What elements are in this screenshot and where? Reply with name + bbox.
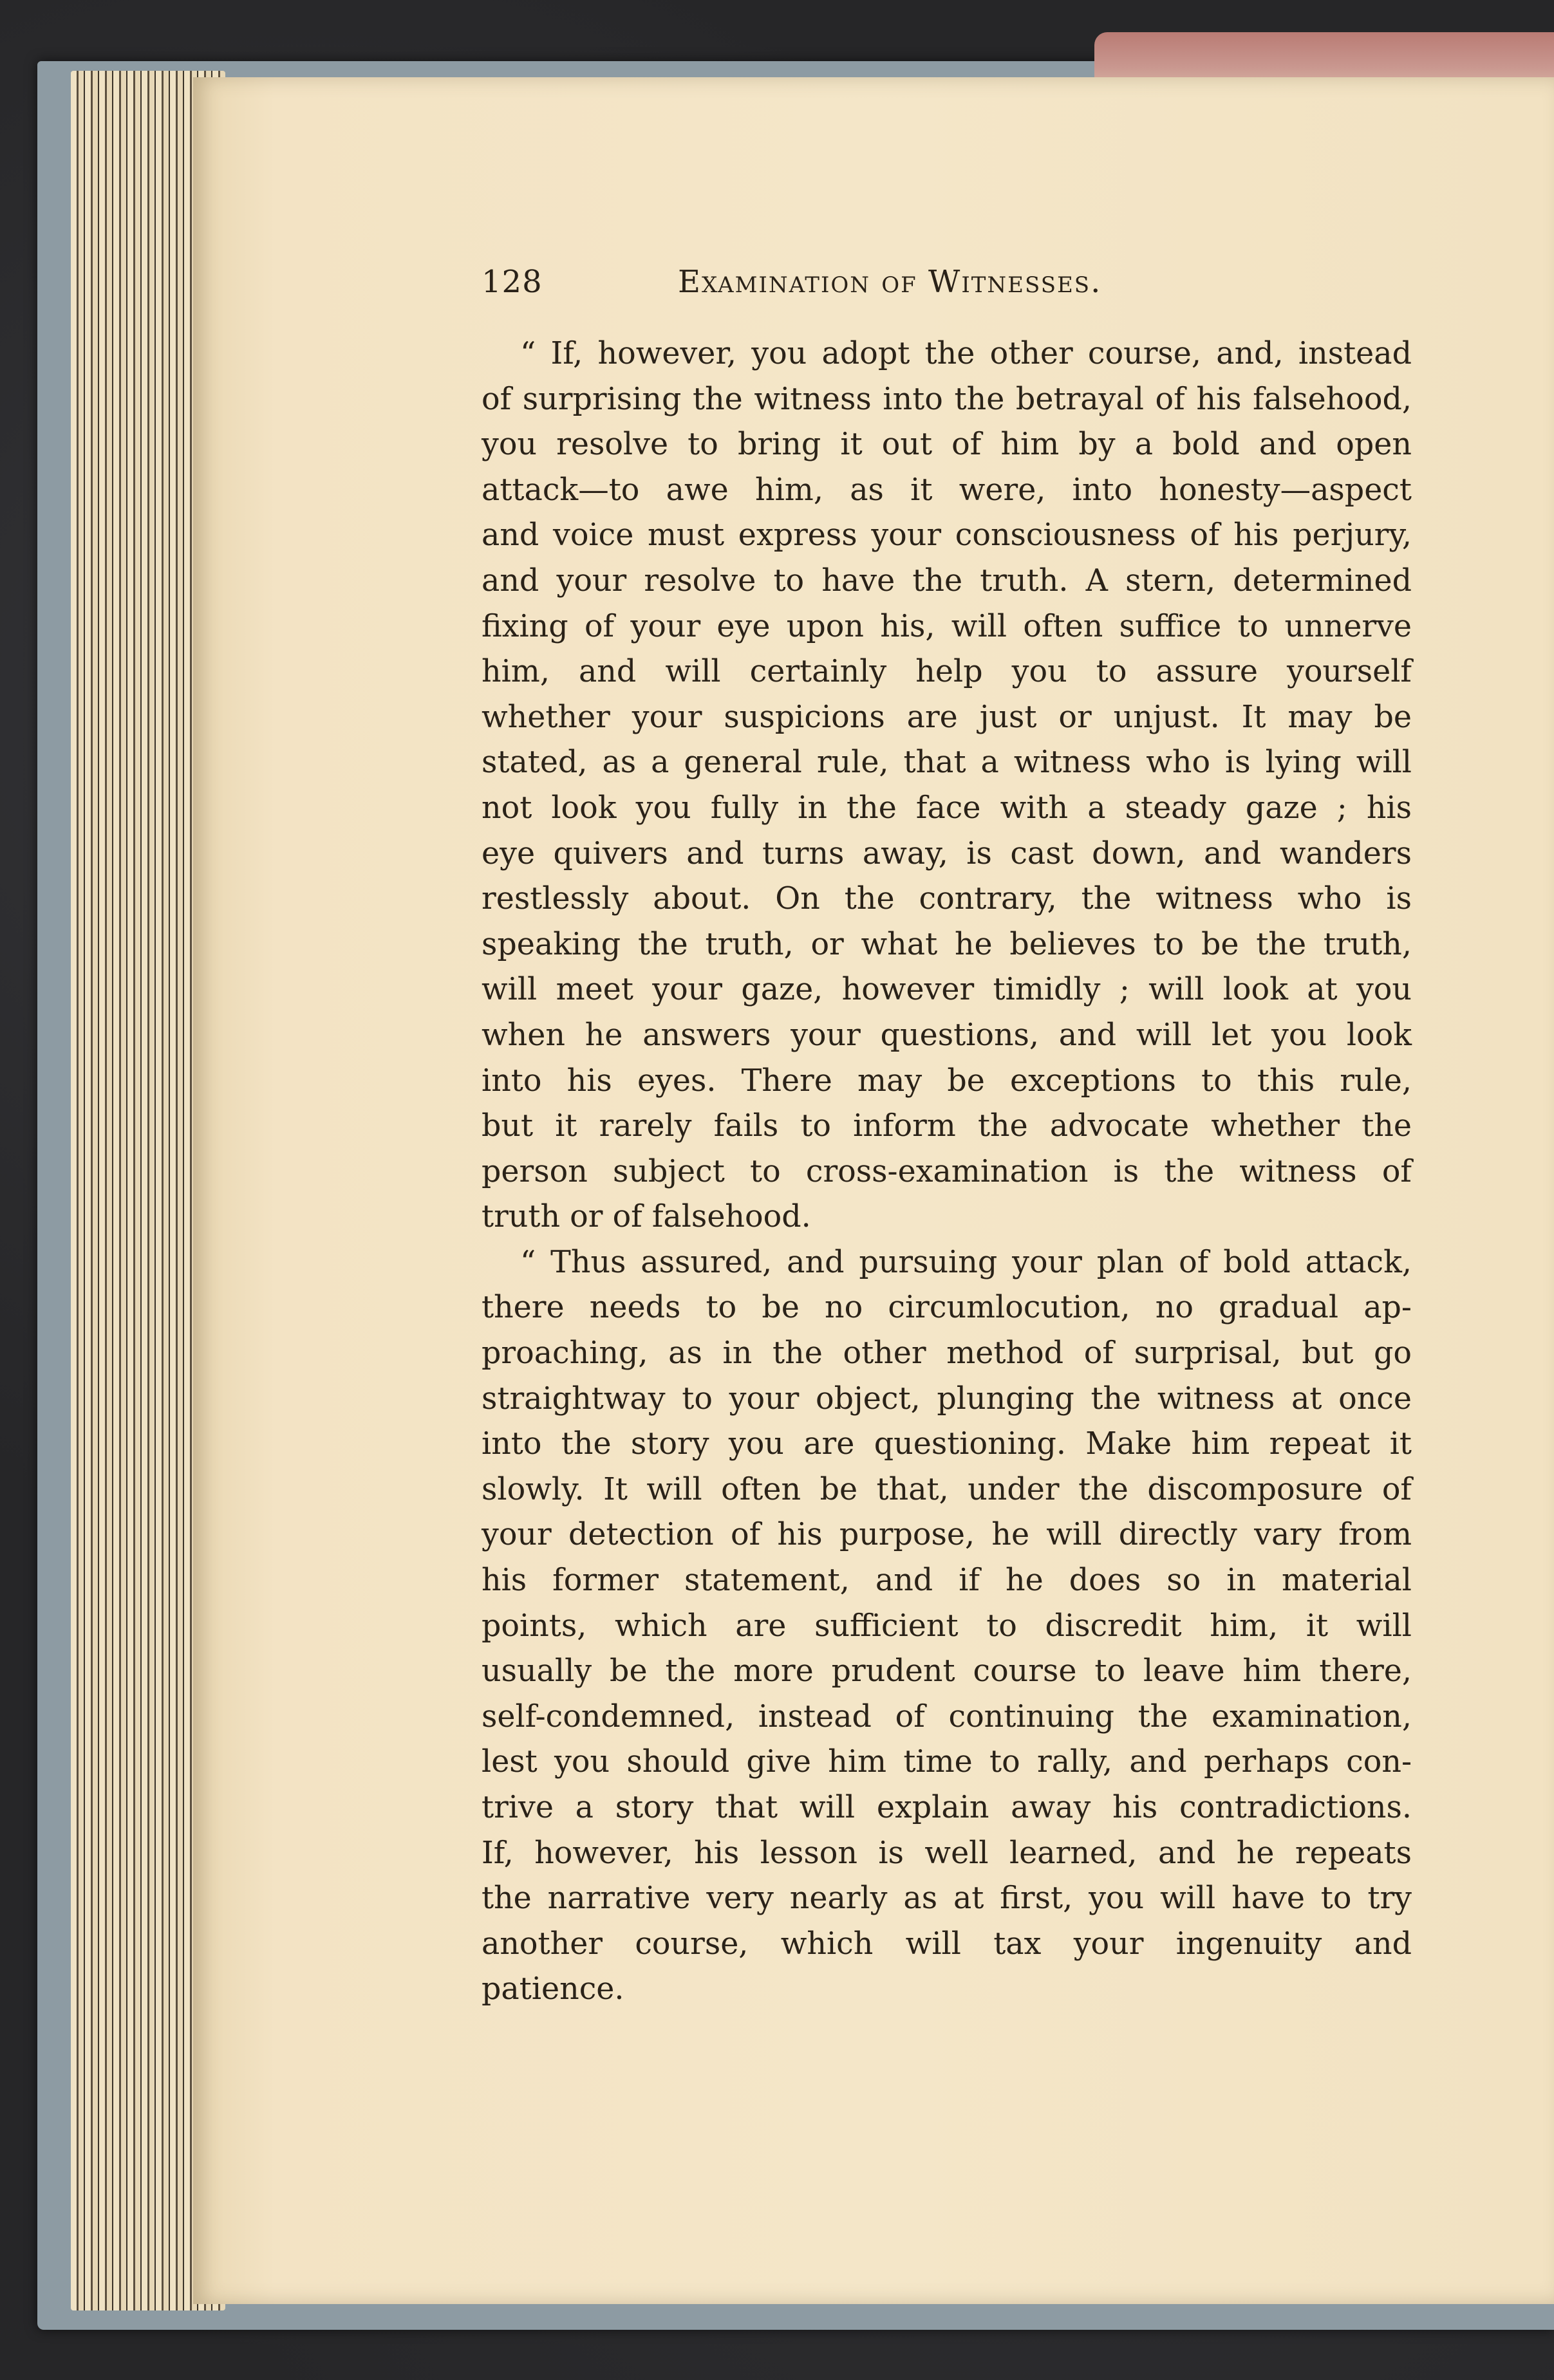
body-text [482,331,1412,2013]
text-line: trive a story that will explain away his contradictions. [482,1790,1412,1825]
text-line: another course, which will tax your ingenuity and [482,1926,1412,1962]
text-line: will meet your gaze, however timidly ; will look at you [482,972,1412,1008]
text-line: slowly. It will often be that, under the discomposure of [482,1471,1412,1507]
text-line: him, and will certainly help you to assure yourself [482,654,1412,690]
text-line: your detection of his purpose, he will directly vary from [482,1517,1412,1553]
text-line: stated, as a general rule, that a witness who is lying will [482,745,1412,781]
text-line: proaching, as in the other method of surprisal, but go [482,1335,1412,1371]
text-line: the narrative very nearly as at first, you will have to try [482,1881,1412,1917]
text-line: whether your suspicions are just or unjust. It may be [482,699,1412,735]
text-line: If, however, his lesson is well learned, and he repeats [482,1835,1412,1871]
paragraph [482,1240,1412,2013]
text-line: when he answers your questions, and will let you look [482,1017,1412,1053]
text-line: and voice must express your consciousness of his perjury, [482,517,1412,553]
text-line: into the story you are questioning. Make him repeat it [482,1426,1412,1462]
text-line: patience. [482,1971,624,2007]
text-line: not look you fully in the face with a steady gaze ; his [482,790,1412,826]
text-line: lest you should give him time to rally, and perhaps con- [482,1744,1412,1780]
text-line: you resolve to bring it out of him by a bold and open [482,427,1412,463]
running-title: Examination of Witnesses. [678,264,1102,300]
text-line: speaking the truth, or what he believes to be the truth, [482,926,1412,962]
text-line: eye quivers and turns away, is cast down, and wanders [482,835,1412,871]
text-line: truth or of falsehood. [482,1199,811,1235]
text-line: of surprising the witness into the betrayal of his falsehood, [482,381,1412,417]
text-line: but it rarely fails to inform the advocate whether the [482,1108,1412,1144]
page-header [482,264,1415,309]
text-line: “ Thus assured, and pursuing your plan of bold attack, [520,1244,1412,1280]
text-line: self-condemned, instead of continuing the examination, [482,1698,1412,1734]
text-line: usually be the more prudent course to leave him there, [482,1653,1412,1689]
text-line: fixing of your eye upon his, will often suffice to unnerve [482,608,1412,644]
text-line: restlessly about. On the contrary, the witness who is [482,881,1412,917]
text-line: his former statement, and if he does so in material [482,1563,1412,1599]
text-line: and your resolve to have the truth. A stern, determined [482,562,1412,599]
text-line: attack—to awe him, as it were, into honesty—aspect [482,472,1412,508]
text-line: points, which are sufficient to discredit him, it will [482,1608,1412,1644]
text-line: “ If, however, you adopt the other course, and, instead [520,336,1412,371]
text-line: person subject to cross-examination is the witness of [482,1153,1412,1189]
text-line: there needs to be no circumlocution, no gradual ap- [482,1290,1412,1326]
text-line: into his eyes. There may be exceptions to this rule, [482,1063,1412,1099]
paragraph [482,331,1412,1240]
text-line: straightway to your object, plunging the witness at once [482,1381,1412,1417]
page-number: 128 [482,264,543,300]
